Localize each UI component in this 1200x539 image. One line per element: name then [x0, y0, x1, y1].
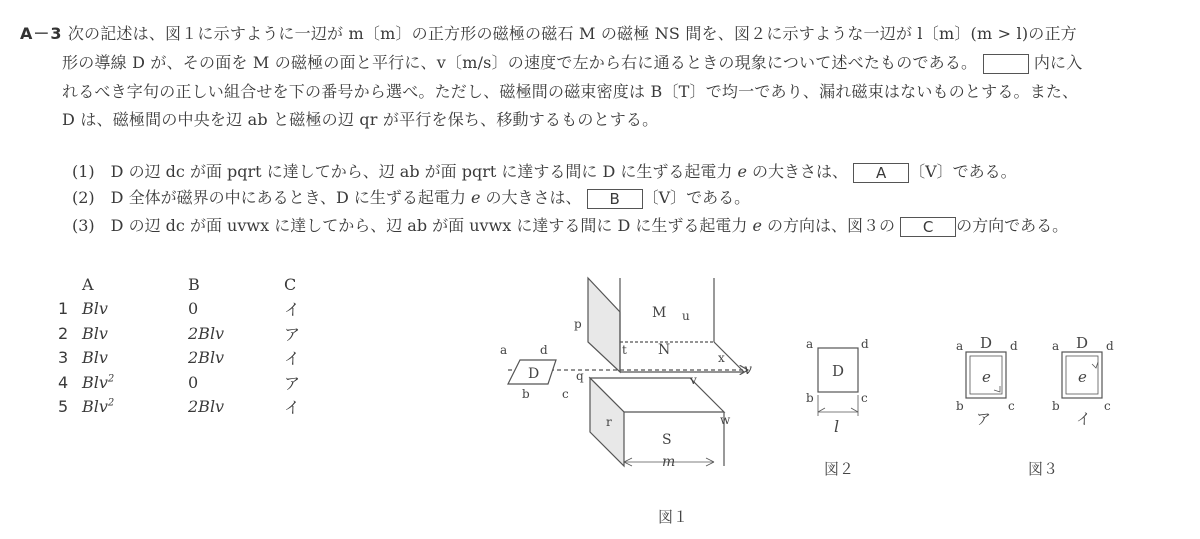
- option-c: イ: [284, 398, 301, 418]
- svg-text:p: p: [574, 317, 582, 331]
- item-3-text: (3) D の辺 dc が面 uvwx に達してから、辺 ab が面 uvwx に達する間に D に生ずる起電力: [72, 216, 753, 235]
- svg-text:e: e: [982, 368, 991, 386]
- svg-text:c: c: [1008, 399, 1015, 413]
- svg-text:e: e: [1078, 368, 1087, 386]
- svg-text:c: c: [861, 391, 868, 405]
- answer-box-C: C: [900, 217, 956, 237]
- svg-text:d: d: [540, 343, 548, 357]
- figure-2-labels: [806, 337, 869, 478]
- svg-text:r: r: [606, 415, 612, 429]
- header-A: A: [82, 274, 94, 294]
- question-line-4: D は、磁極間の中央を辺 ab と磁極の辺 qr が平行を保ち、移動するものとする。: [62, 110, 659, 129]
- item-2-text: (2) D 全体が磁界の中にあるとき、D に生ずる起電力: [72, 188, 471, 207]
- item-1-mid: の大きさは、: [746, 162, 849, 181]
- question-line-3: れるべき字句の正しい組合せを下の番号から選べ。ただし、磁極間の磁束密度は B〔T〕で均一であり、漏れ磁束はないものとする。また、: [62, 82, 1079, 101]
- svg-text:t: t: [622, 343, 627, 357]
- answer-box-B: B: [587, 189, 643, 209]
- option-c: ア: [284, 324, 301, 344]
- svg-text:b: b: [956, 399, 964, 413]
- option-a: Blv: [82, 299, 108, 319]
- svg-text:w: w: [720, 413, 731, 427]
- header-B: B: [188, 274, 200, 294]
- option-b: 0: [188, 299, 199, 319]
- svg-text:a: a: [1052, 339, 1060, 353]
- panel-a-arrow: [994, 386, 1000, 392]
- option-a: Blv$^2$: [82, 397, 115, 417]
- option-number[interactable]: 2: [58, 323, 69, 343]
- option-a: Blv: [82, 323, 108, 343]
- svg-text:c: c: [1104, 399, 1111, 413]
- svg-text:d: d: [861, 337, 869, 351]
- question-number: A－3: [20, 24, 63, 43]
- question-text-1: 次の記述は、図１に示すように一辺が m〔m〕の正方形の磁極の磁石 M の磁極 NS 間を、図２に示すような一辺が l〔m〕(m > l)の正方: [67, 24, 1077, 43]
- option-a: Blv$^2$: [82, 372, 115, 392]
- option-number[interactable]: 1: [58, 299, 69, 319]
- figure-3-caption: 図３: [1028, 460, 1059, 478]
- figure-1-caption: 図１: [658, 508, 689, 526]
- label-D: D: [528, 366, 540, 382]
- option-c: イ: [284, 300, 301, 320]
- item-1-post: 〔V〕である。: [909, 162, 1017, 181]
- option-b: 2Blv: [188, 397, 225, 417]
- option-a: Blv: [82, 348, 108, 368]
- svg-text:l: l: [834, 417, 840, 436]
- option-b: 2Blv: [188, 323, 225, 343]
- figure-1: [508, 278, 748, 466]
- magnet-upper-side: [588, 278, 620, 372]
- item-3-e: e: [752, 216, 762, 235]
- svg-text:x: x: [718, 351, 725, 365]
- option-number[interactable]: 3: [58, 348, 69, 368]
- label-N: N: [658, 342, 671, 358]
- svg-text:d: d: [1010, 339, 1018, 353]
- option-number[interactable]: 4: [58, 372, 69, 392]
- svg-text:D: D: [832, 362, 845, 380]
- item-1-e: e: [737, 162, 747, 181]
- figure-2-caption: 図２: [824, 460, 855, 478]
- item-2-e: e: [470, 188, 481, 207]
- mark-a: ア: [976, 410, 992, 428]
- header-C: C: [284, 274, 297, 294]
- item-1-text: (1) D の辺 dc が面 pqrt に達してから、辺 ab が面 pqrt に達する間に D に生ずる起電力: [72, 162, 738, 181]
- option-b: 2Blv: [188, 348, 225, 368]
- label-S: S: [662, 432, 672, 448]
- label-velocity: v: [744, 362, 752, 378]
- svg-text:D: D: [980, 334, 993, 352]
- option-number[interactable]: 5: [58, 397, 69, 417]
- panel-i-arrow: [1092, 362, 1098, 368]
- label-m: m: [662, 454, 676, 470]
- figure-2: [818, 348, 858, 416]
- svg-text:b: b: [806, 391, 814, 405]
- svg-text:D: D: [1076, 334, 1089, 352]
- svg-text:b: b: [522, 387, 530, 401]
- answer-box-A: A: [853, 163, 909, 183]
- svg-text:a: a: [806, 337, 814, 351]
- svg-text:u: u: [682, 309, 690, 323]
- item-2-mid: の大きさは、: [480, 188, 582, 207]
- question-text-2a: 形の導線 D が、その面を M の磁極の面と平行に、v〔m/s〕の速度で左から右に通るときの現象について述べたものである。: [62, 53, 978, 72]
- item-3-post: の方向である。: [956, 216, 1069, 235]
- svg-text:q: q: [576, 369, 584, 383]
- svg-text:a: a: [500, 343, 508, 357]
- svg-text:v: v: [690, 373, 697, 387]
- svg-text:d: d: [1106, 339, 1114, 353]
- svg-text:c: c: [562, 387, 569, 401]
- question-text-2b: 内に入: [1033, 53, 1083, 72]
- mark-i: イ: [1076, 410, 1092, 428]
- option-c: ア: [284, 373, 301, 393]
- label-M: M: [652, 305, 667, 321]
- option-c: イ: [284, 349, 301, 369]
- item-3-mid: の方向は、図３の: [761, 216, 896, 235]
- item-2-post: 〔V〕である。: [642, 188, 751, 207]
- svg-text:a: a: [956, 339, 964, 353]
- svg-text:b: b: [1052, 399, 1060, 413]
- option-b: 0: [188, 372, 199, 392]
